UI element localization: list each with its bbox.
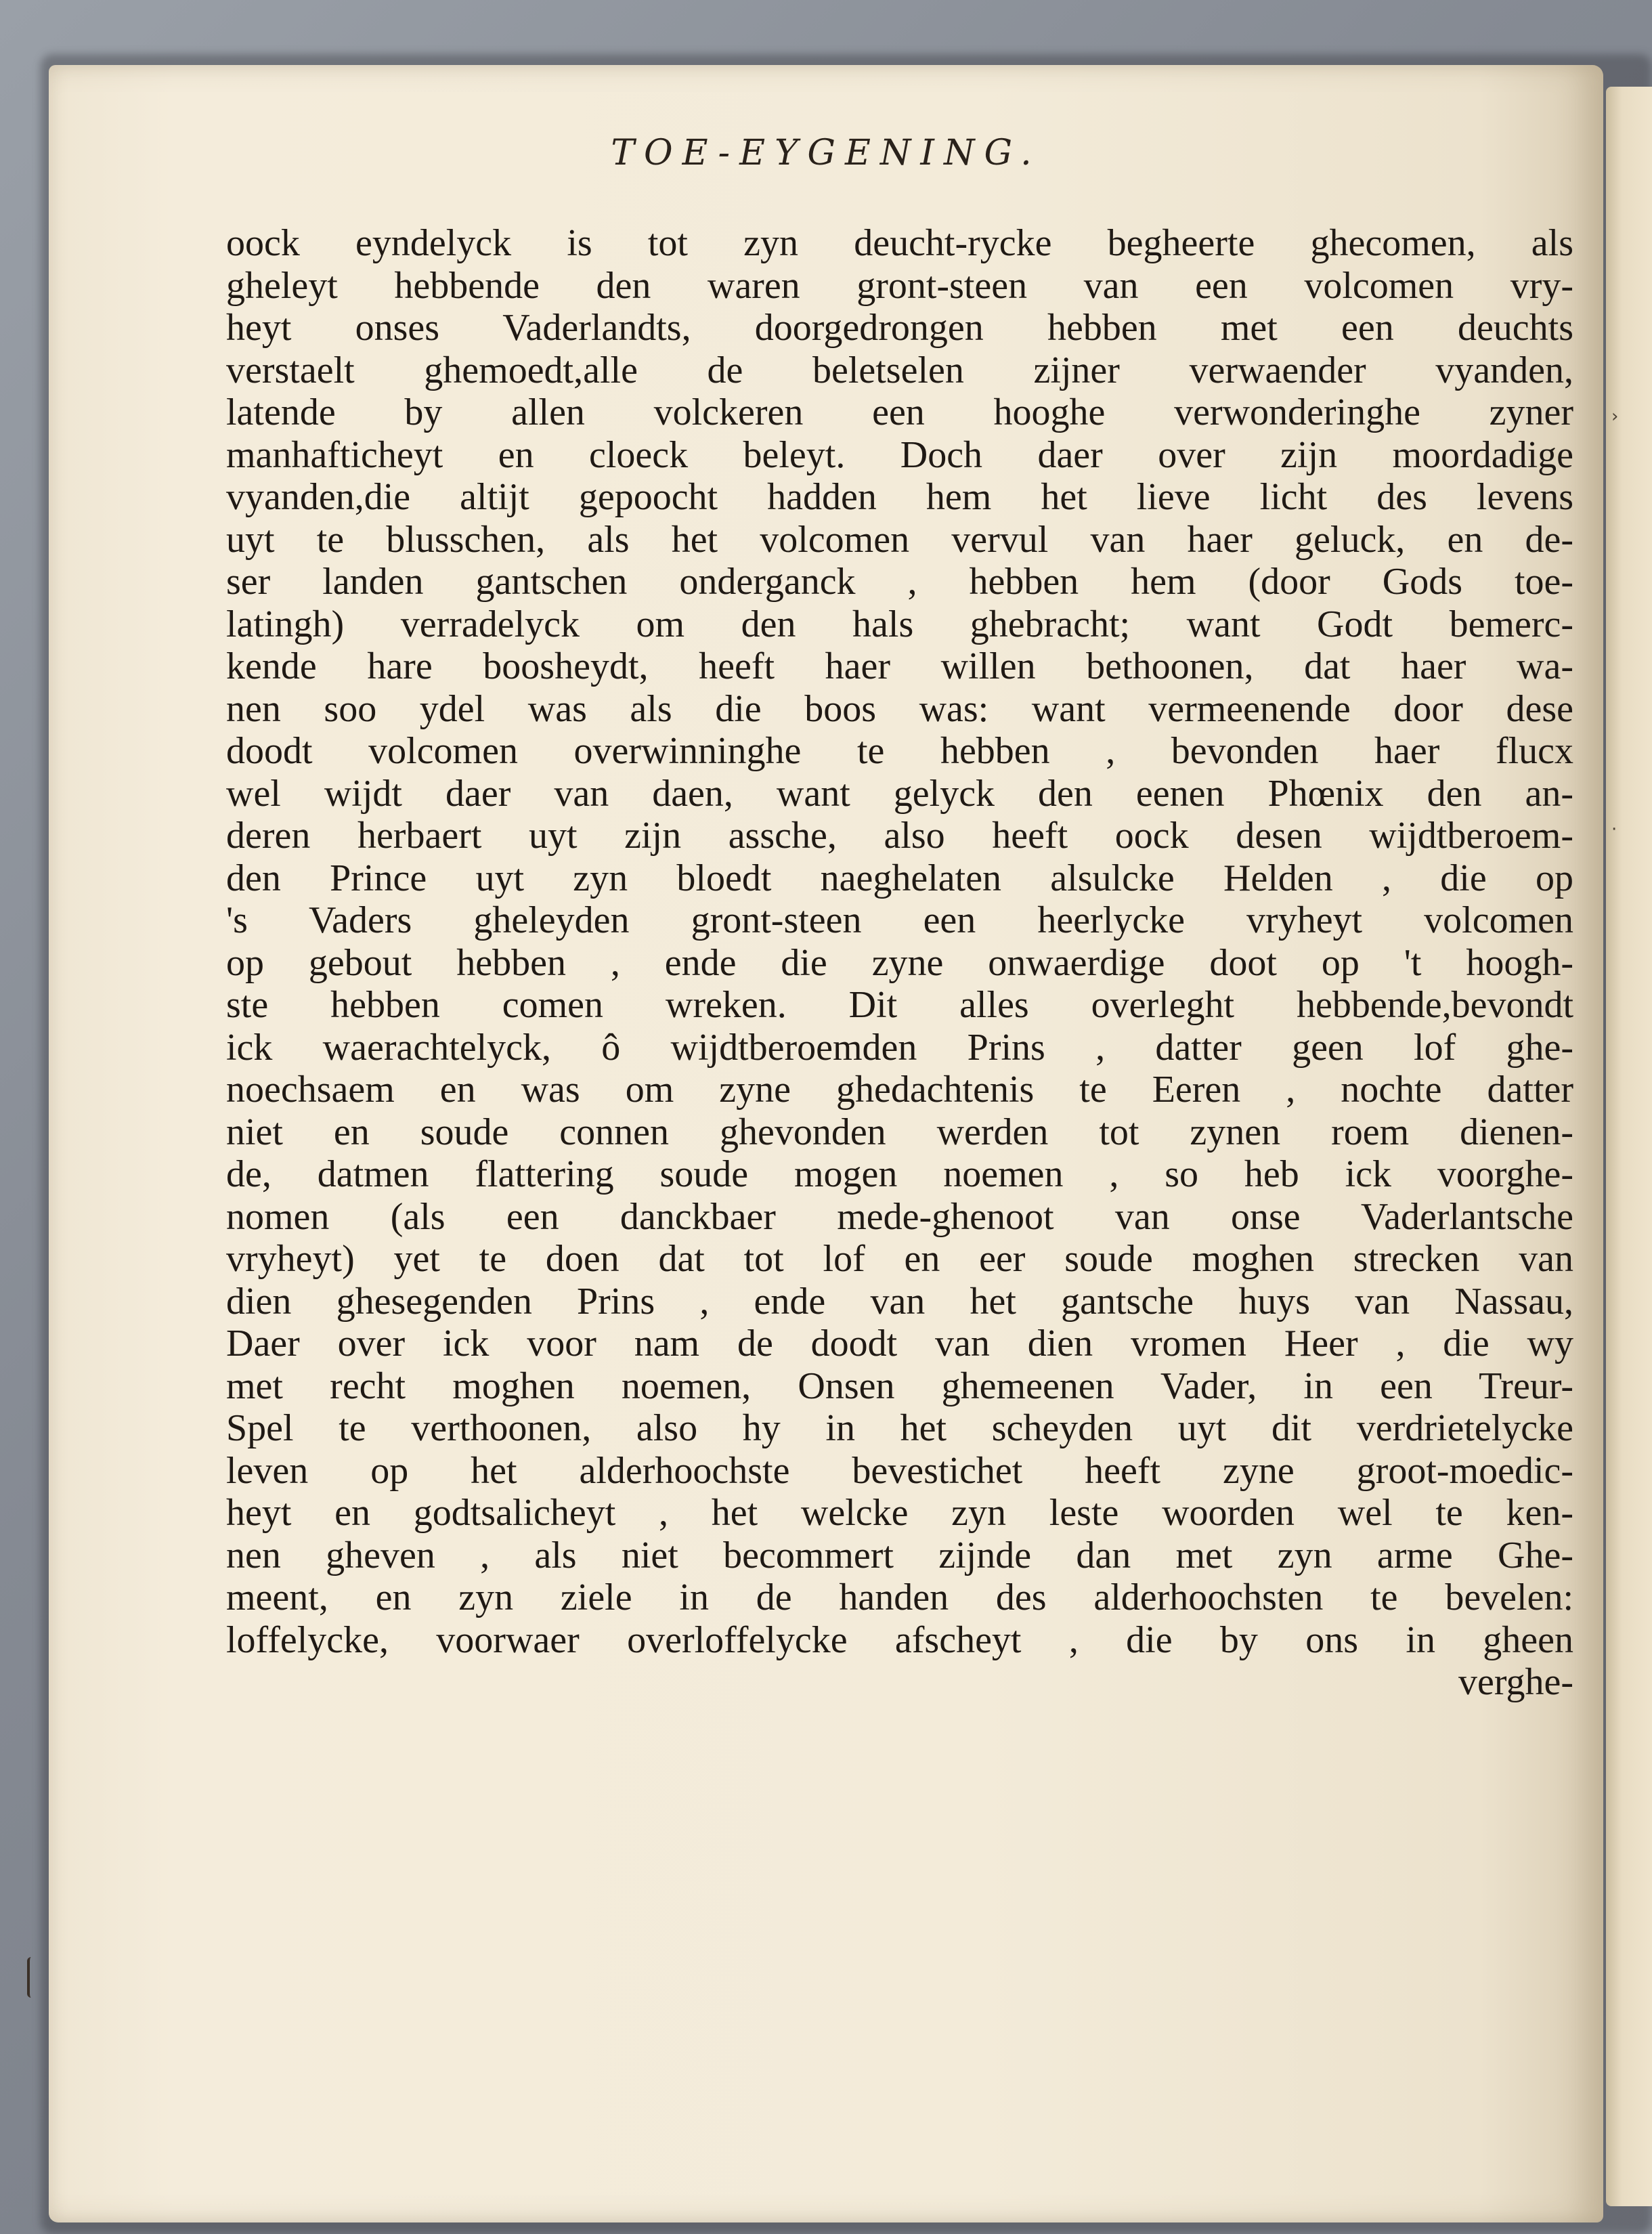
text-line: oock eyndelyck is tot zyn deucht-rycke begheerte ghecomen, als bbox=[226, 222, 1573, 264]
text-line: uyt te blusschen, als het volcomen vervul van haer geluck, en de- bbox=[226, 518, 1573, 561]
text-line: nen soo ydel was als die boos was: want vermeenende door dese bbox=[226, 687, 1573, 730]
text-line: ste hebben comen wreken. Dit alles overleght hebbende,bevondt bbox=[226, 984, 1573, 1026]
text-line: latende by allen volckeren een hooghe verwonderinghe zyner bbox=[226, 391, 1573, 433]
text-line: manhafticheyt en cloeck beleyt. Doch daer over zijn moordadige bbox=[226, 433, 1573, 476]
text-line: loffelycke, voorwaer overloffelycke afscheyt , die by ons in gheen bbox=[226, 1618, 1573, 1661]
text-line: nen gheven , als niet becommert zijnde dan met zyn arme Ghe- bbox=[226, 1534, 1573, 1576]
text-line: Spel te verthoonen, also hy in het scheyden uyt dit verdrietelycke bbox=[226, 1407, 1573, 1449]
text-line: dien ghesegenden Prins , ende van het gantsche huys van Nassau, bbox=[226, 1280, 1573, 1323]
text-line: Daer over ick voor nam de doodt van dien vromen Heer , die wy bbox=[226, 1323, 1573, 1365]
text-line: nomen (als een danckbaer mede-ghenoot van onse Vaderlantsche bbox=[226, 1195, 1573, 1238]
text-line: noechsaem en was om zyne ghedachtenis te Eeren , nochte datter bbox=[226, 1069, 1573, 1111]
text-line: deren herbaert uyt zijn assche, also heeft oock desen wijdtberoem- bbox=[226, 815, 1573, 857]
text-line: met recht moghen noemen, Onsen ghemeenen Vader, in een Treur- bbox=[226, 1365, 1573, 1407]
page-edge-mark bbox=[27, 1957, 37, 1998]
text-line: gheleyt hebbende den waren gront-steen van een volcomen vry- bbox=[226, 264, 1573, 307]
text-line: vyanden,die altijt gepoocht hadden hem het lieve licht des levens bbox=[226, 476, 1573, 518]
text-line: vryheyt) yet te doen dat tot lof en eer soude moghen strecken van bbox=[226, 1238, 1573, 1280]
text-line: heyt onses Vaderlandts, doorgedrongen hebben met een deuchts bbox=[226, 307, 1573, 349]
text-line: doodt volcomen overwinninghe te hebben , bevonden haer flucx bbox=[226, 730, 1573, 772]
book-page bbox=[49, 65, 1603, 2222]
text-line: kende hare boosheydt, heeft haer willen bethoonen, dat haer wa- bbox=[226, 645, 1573, 687]
text-line: ick waerachtelyck, ô wijdtberoemden Prins , datter geen lof ghe- bbox=[226, 1026, 1573, 1069]
text-line: 's Vaders gheleyden gront-steen een heerlycke vryheyt volcomen bbox=[226, 899, 1573, 941]
body-text bbox=[226, 222, 1573, 1704]
text-line: de, datmen flattering soude mogen noemen , so heb ick voorghe- bbox=[226, 1153, 1573, 1195]
adjacent-page-edge bbox=[1606, 87, 1652, 2206]
text-line: wel wijdt daer van daen, want gelyck den eenen Phœnix den an- bbox=[226, 772, 1573, 815]
text-line: den Prince uyt zyn bloedt naeghelaten alsulcke Helden , die op bbox=[226, 857, 1573, 899]
text-line: op gebout hebben , ende die zyne onwaerdige doot op 't hoogh- bbox=[226, 941, 1573, 984]
catchword: verghe- bbox=[1458, 1661, 1573, 1703]
text-line: heyt en godtsalicheyt , het welcke zyn leste woorden wel te ken- bbox=[226, 1492, 1573, 1534]
gutter-mark: · bbox=[1611, 819, 1617, 840]
text-line: meent, en zyn ziele in de handen des alderhoochsten te bevelen: bbox=[226, 1576, 1573, 1618]
gutter-mark: › bbox=[1611, 406, 1619, 427]
running-head: TOE-EYGENING. bbox=[611, 133, 1041, 173]
text-line: leven op het alderhoochste bevestichet heeft zyne groot-moedic- bbox=[226, 1449, 1573, 1492]
text-line: latingh) verradelyck om den hals ghebracht; want Godt bemerc- bbox=[226, 603, 1573, 645]
text-line: ser landen gantschen onderganck , hebben hem (door Gods toe- bbox=[226, 561, 1573, 603]
text-line: niet en soude connen ghevonden werden tot zynen roem dienen- bbox=[226, 1111, 1573, 1153]
text-line: verstaelt ghemoedt,alle de beletselen zijner verwaender vyanden, bbox=[226, 349, 1573, 391]
